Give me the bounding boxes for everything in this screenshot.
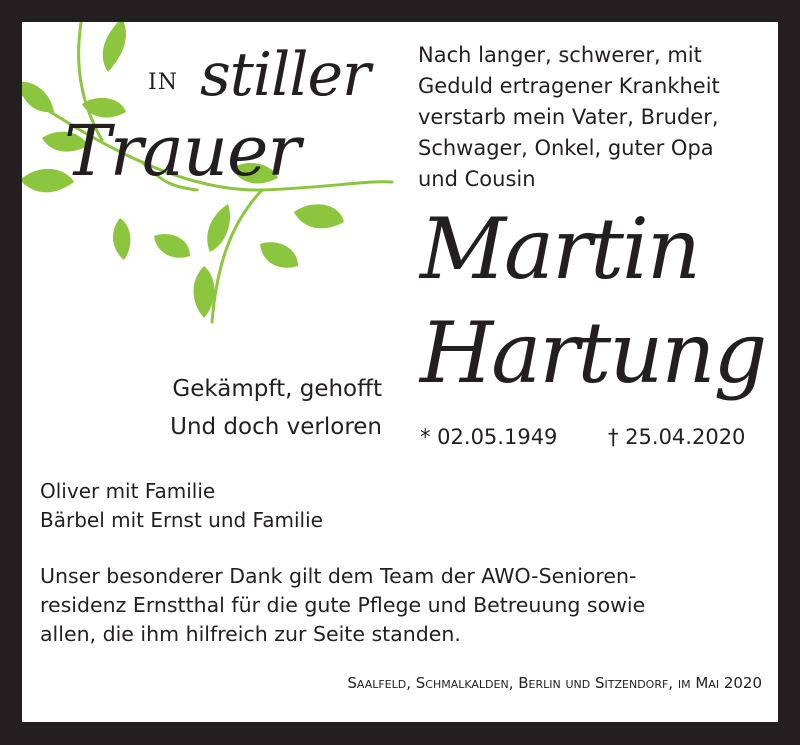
motto-text (82, 370, 382, 446)
intro-line: und Cousin (418, 167, 536, 191)
motto-line: Und doch verloren (170, 414, 382, 440)
thanks-line: Unser besonderer Dank gilt dem Team der AWO-Senioren- (40, 564, 637, 588)
intro-text (418, 40, 768, 195)
family-line: Bärbel mit Ernst und Familie (40, 508, 323, 532)
family-list (40, 477, 323, 535)
thanks-line: residenz Ernstthal für die gute Pflege und Betreuung sowie (40, 593, 646, 617)
birth-date: * 02.05.1949 (420, 425, 558, 449)
intro-line: Geduld ertragener Krankheit (418, 74, 720, 98)
deceased-last-name: Hartung (420, 304, 766, 402)
header-trauer-text: Trauer (64, 110, 300, 192)
place-and-date: Saalfeld, Schmalkalden, Berlin und Sitzendorf, im Mai 2020 (347, 674, 762, 692)
header-in-text: IN (148, 70, 178, 95)
intro-line: verstarb mein Vater, Bruder, (418, 105, 719, 129)
header-stiller-text: stiller (200, 40, 370, 110)
obituary-card (22, 22, 778, 722)
family-line: Oliver mit Familie (40, 479, 216, 503)
motto-line: Gekämpft, gehofft (172, 376, 382, 402)
deceased-first-name: Martin (420, 200, 699, 298)
death-date: † 25.04.2020 (608, 425, 746, 449)
intro-line: Nach langer, schwerer, mit (418, 43, 702, 67)
intro-line: Schwager, Onkel, guter Opa (418, 136, 714, 160)
thanks-text (40, 562, 760, 649)
thanks-line: allen, die ihm hilfreich zur Seite standen. (40, 622, 461, 646)
